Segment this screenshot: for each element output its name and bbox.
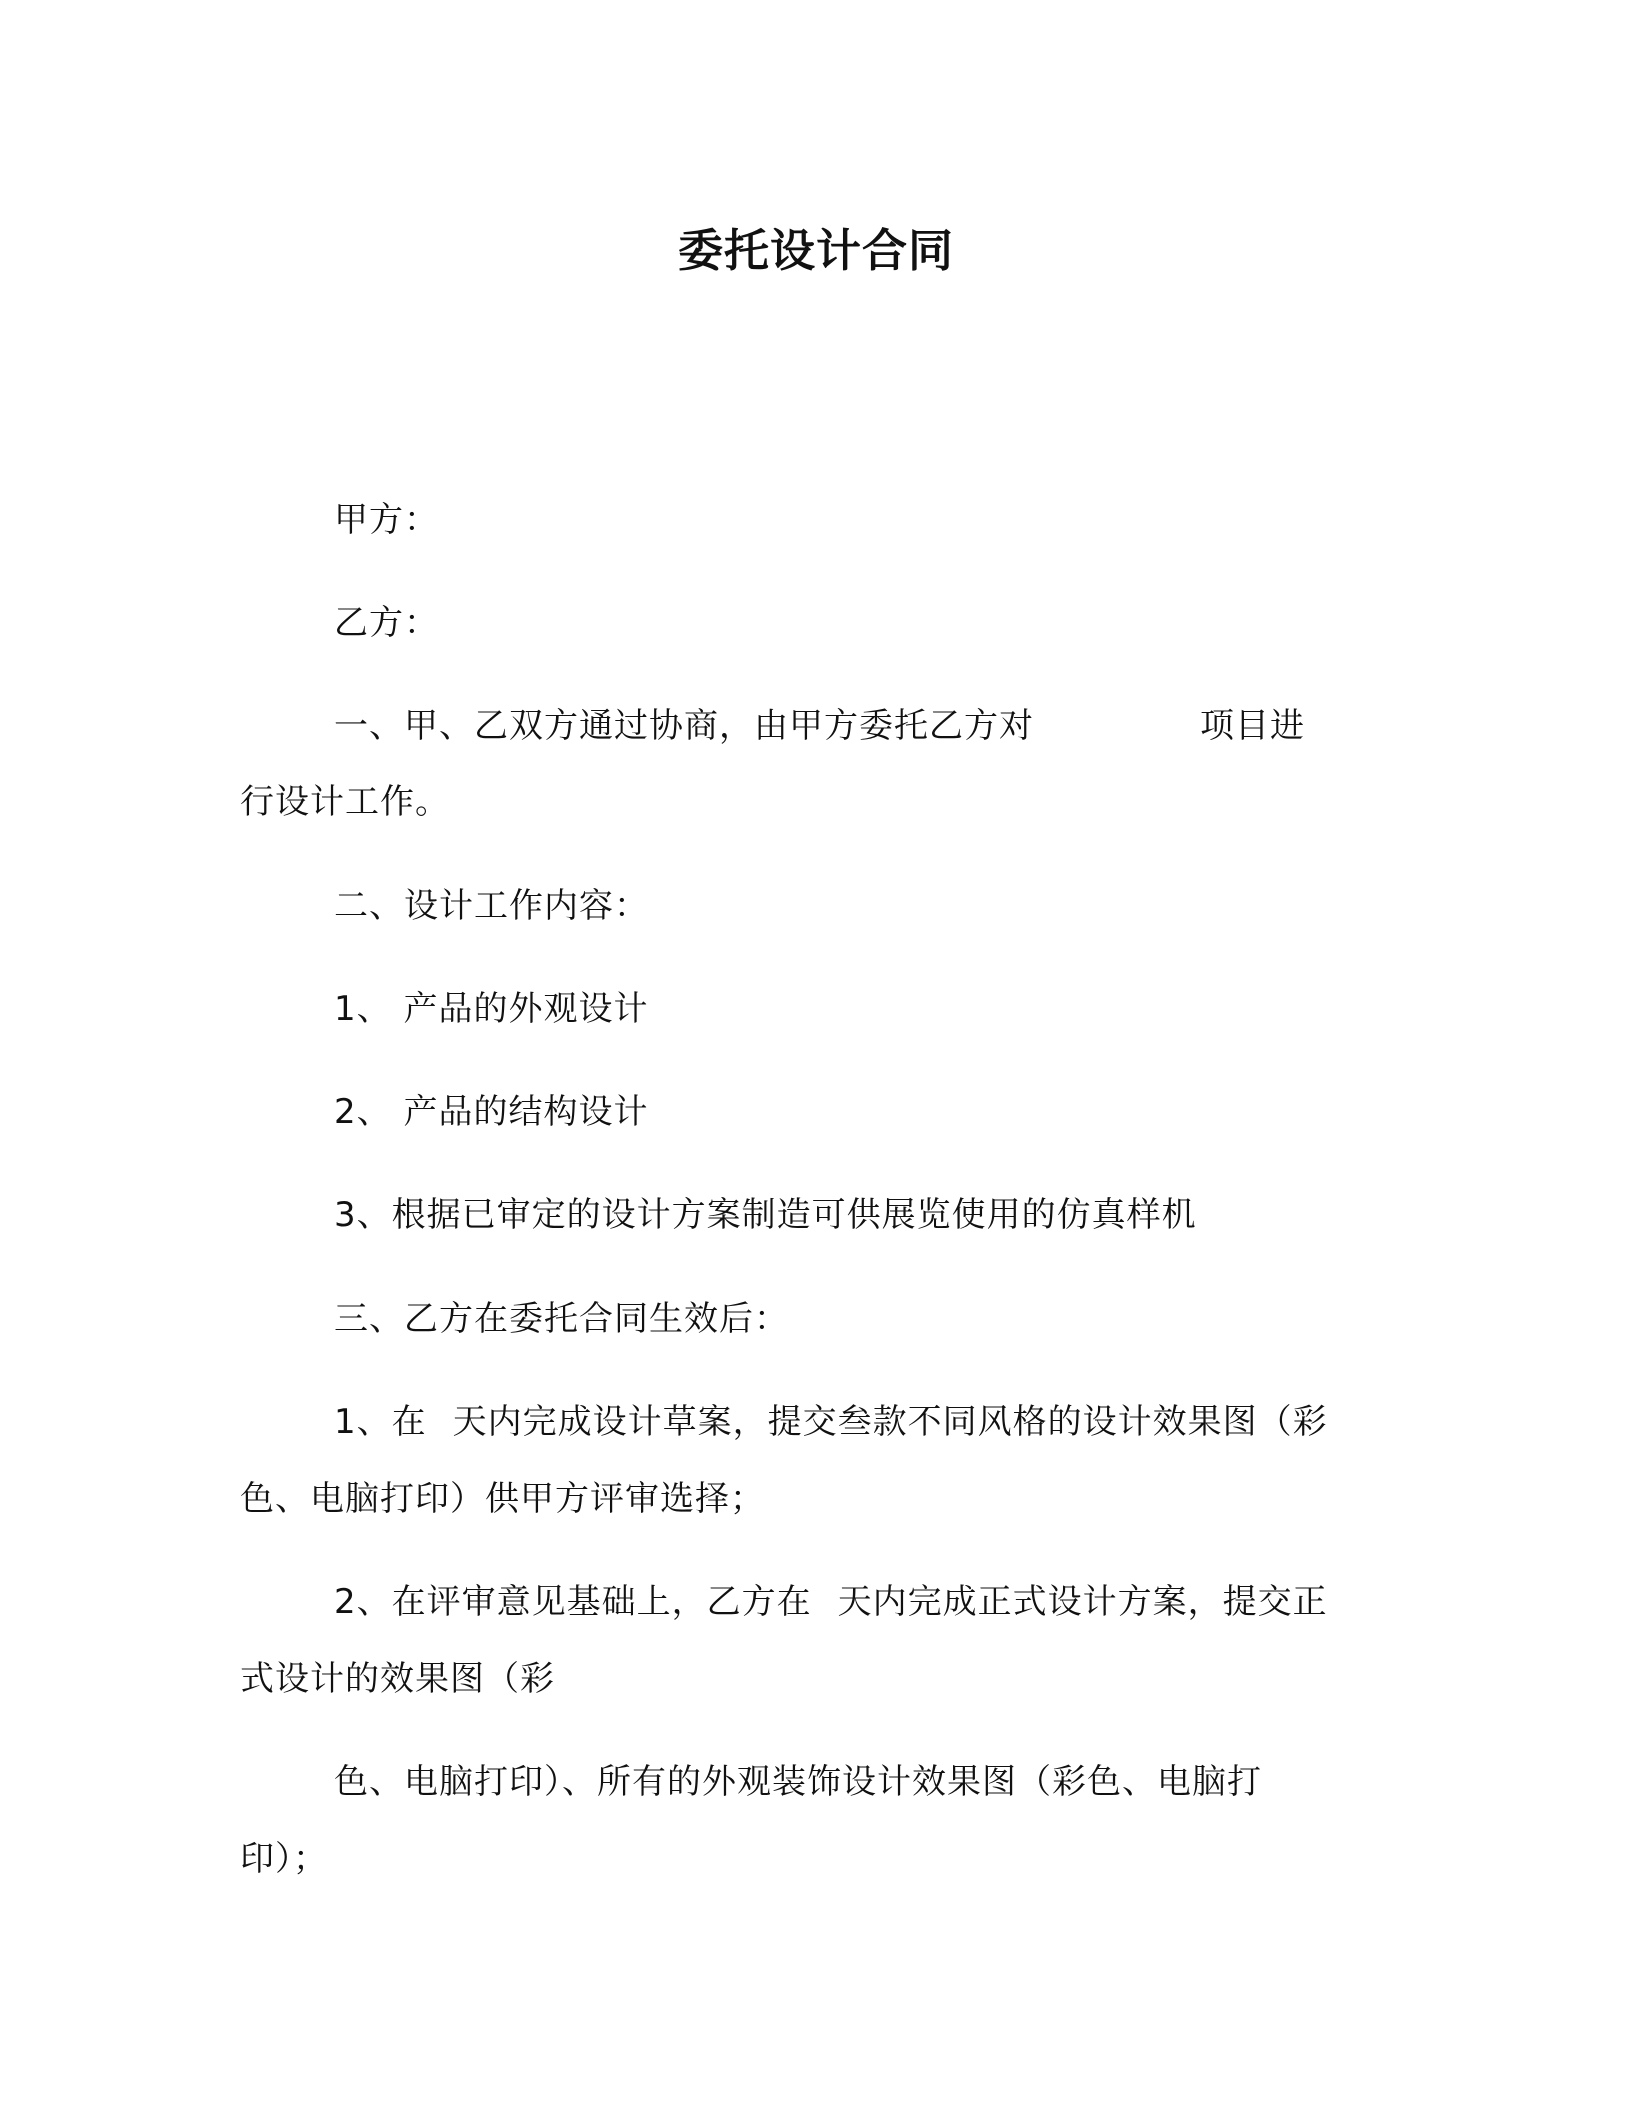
clause-3-item-2-line-4: 印）； bbox=[240, 1839, 328, 1879]
clause-1-text-a: 一、甲、乙双方通过协商，由甲方委托乙方对 bbox=[334, 706, 1034, 746]
clause-3-item-1-line-1 bbox=[334, 1400, 1328, 1444]
document-title: 委托设计合同 bbox=[677, 224, 954, 277]
party-b-label: 乙方： bbox=[334, 603, 439, 643]
clause-3-item-1-line-2: 色、电脑打印）供甲方评审选择； bbox=[240, 1479, 765, 1519]
clause-1-text-b: 项目进 bbox=[1200, 706, 1305, 746]
clause-2-item-2: 2、 产品的结构设计 bbox=[334, 1092, 649, 1132]
party-a-label: 甲方： bbox=[334, 500, 439, 540]
clause-1-line-1 bbox=[334, 704, 1305, 748]
clause-3-item-2-line-1 bbox=[334, 1580, 1328, 1624]
clause-3-heading: 三、乙方在委托合同生效后： bbox=[334, 1299, 789, 1339]
clause-2-heading: 二、设计工作内容： bbox=[334, 886, 649, 926]
clause-2-item-1: 1、 产品的外观设计 bbox=[334, 989, 649, 1029]
clause-1-line-2: 行设计工作。 bbox=[240, 782, 450, 822]
clause-3-item-1-text-a: 1、在 bbox=[334, 1402, 427, 1442]
clause-3-item-2-text-a: 2、在评审意见基础上，乙方在 bbox=[334, 1582, 812, 1622]
clause-3-item-2-line-3: 色、电脑打印）、所有的外观装饰设计效果图（彩色、电脑打 bbox=[334, 1762, 1262, 1802]
clause-3-item-2-line-2: 式设计的效果图（彩 bbox=[240, 1659, 555, 1699]
clause-3-item-2-text-b: 天内完成正式设计方案，提交正 bbox=[837, 1582, 1328, 1622]
clause-3-item-1-text-b: 天内完成设计草案，提交叁款不同风格的设计效果图（彩 bbox=[452, 1402, 1328, 1442]
clause-2-item-3: 3、根据已审定的设计方案制造可供展览使用的仿真样机 bbox=[334, 1195, 1197, 1235]
